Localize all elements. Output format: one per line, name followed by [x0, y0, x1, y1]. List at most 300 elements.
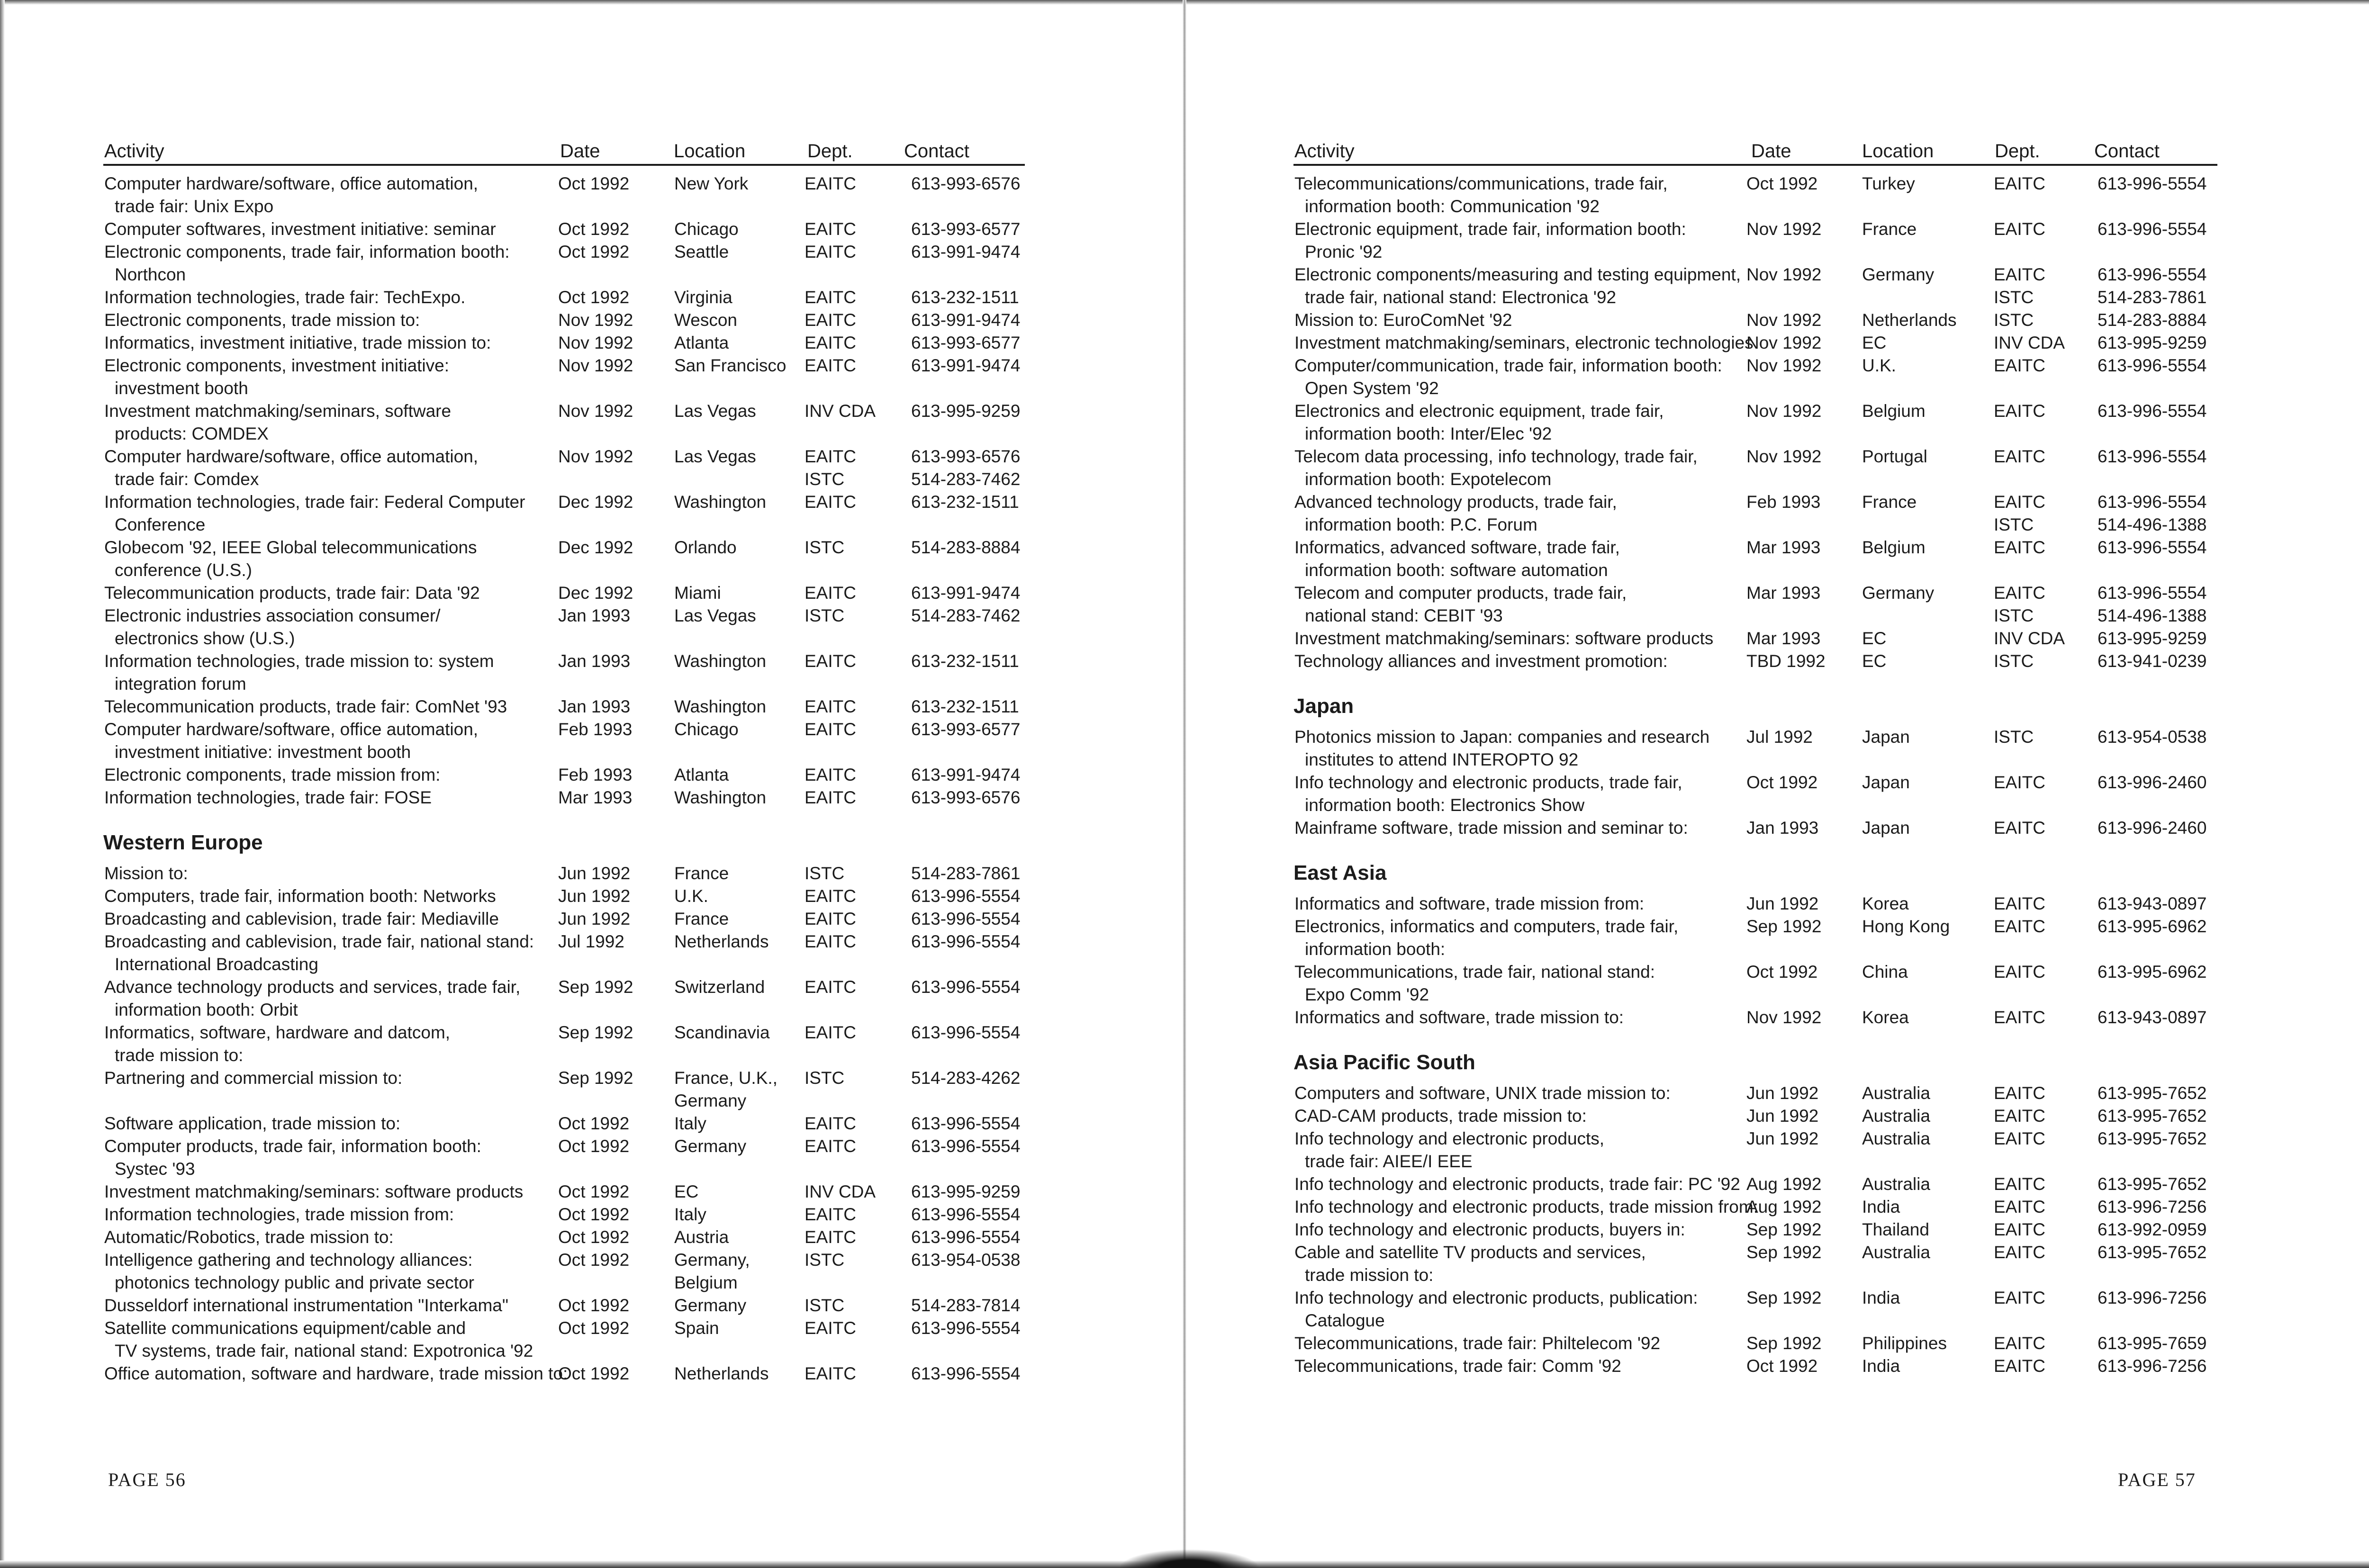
cell-date: Feb 1993 — [1746, 492, 1821, 512]
cell-date: Oct 1992 — [558, 1182, 630, 1201]
table-row-continuation — [103, 999, 1025, 1021]
cell-location: Seattle — [674, 242, 729, 261]
cell-location: Virginia — [674, 288, 732, 307]
table-row — [103, 332, 1025, 354]
table-row — [103, 930, 1025, 953]
cell-location: EC — [674, 1182, 699, 1201]
cell-location: Washington — [674, 492, 767, 512]
cell-contact: 613-991-9474 — [911, 242, 1021, 261]
right-table — [1293, 132, 2217, 1378]
cell-activity: Info technology and electronic products, trade mission from: — [1294, 1197, 1758, 1217]
cell-date: Jun 1992 — [558, 886, 631, 906]
cell-date: Nov 1992 — [1746, 265, 1822, 284]
table-row-continuation — [1293, 241, 2217, 263]
cell-dept: ISTC — [805, 1250, 845, 1270]
left-rows — [103, 172, 1025, 1385]
cell-dept: ISTC — [805, 606, 845, 625]
cell-activity: electronics show (U.S.) — [115, 629, 295, 648]
cell-dept: ISTC — [1994, 606, 2034, 625]
cell-contact: 613-996-5554 — [2098, 356, 2207, 375]
cell-dept: EAITC — [1994, 1334, 2045, 1353]
cell-dept: EAITC — [805, 288, 856, 307]
cell-dept: EAITC — [1994, 265, 2045, 284]
cell-date: Oct 1992 — [558, 1364, 630, 1383]
cell-date: Nov 1992 — [1746, 356, 1822, 375]
table-row — [103, 286, 1025, 309]
cell-date: Oct 1992 — [558, 288, 630, 307]
cell-dept: EAITC — [1994, 1288, 2045, 1307]
cell-dept: EAITC — [805, 697, 856, 716]
cell-contact: 613-996-5554 — [911, 977, 1021, 997]
cell-dept: EAITC — [805, 242, 856, 261]
table-row-continuation — [103, 263, 1025, 286]
cell-activity: Satellite communications equipment/cable and — [104, 1318, 466, 1338]
table-row — [103, 1067, 1025, 1090]
cell-location: EC — [1862, 651, 1887, 671]
cell-dept: EAITC — [805, 765, 856, 784]
table-row — [103, 1112, 1025, 1135]
table-row — [1293, 1332, 2217, 1355]
table-row — [1293, 218, 2217, 241]
table-row-continuation — [103, 468, 1025, 491]
table-row — [103, 491, 1025, 514]
table-row-continuation — [103, 377, 1025, 400]
cell-dept: ISTC — [1994, 651, 2034, 671]
cell-date: Sep 1992 — [1746, 1220, 1822, 1239]
cell-date: Nov 1992 — [558, 401, 633, 421]
cell-contact: 613-995-9259 — [2098, 333, 2207, 352]
cell-activity: Electronic components, trade mission from: — [104, 765, 441, 784]
header-activity: Activity — [1294, 141, 1355, 162]
cell-dept: EAITC — [805, 651, 856, 671]
cell-contact: 613-991-9474 — [911, 310, 1021, 330]
cell-date: Nov 1992 — [1746, 1008, 1822, 1027]
header-location: Location — [674, 141, 746, 162]
page-left — [0, 0, 1184, 1568]
cell-date: Mar 1993 — [1746, 583, 1821, 603]
section-heading: Western Europe — [103, 831, 263, 854]
table-row — [103, 1021, 1025, 1044]
table-row-continuation — [103, 1340, 1025, 1362]
table-row-continuation — [103, 514, 1025, 536]
cell-location: Italy — [674, 1205, 706, 1224]
cell-date: Jun 1992 — [558, 909, 631, 928]
table-row-continuation — [1293, 1150, 2217, 1173]
table-row — [103, 695, 1025, 718]
table-row — [103, 718, 1025, 741]
cell-activity: Telecommunications/communications, trade fair, — [1294, 174, 1668, 193]
cell-dept: ISTC — [805, 1068, 845, 1088]
table-row — [1293, 1173, 2217, 1196]
cell-contact: 613-995-6962 — [2098, 962, 2207, 982]
table-row-continuation — [103, 423, 1025, 445]
cell-date: Jan 1993 — [558, 697, 631, 716]
cell-location: Las Vegas — [674, 401, 756, 421]
cell-activity: Informatics and software, trade mission to: — [1294, 1008, 1624, 1027]
cell-contact: 613-996-2460 — [2098, 773, 2207, 792]
table-row — [103, 976, 1025, 999]
cell-contact: 613-996-5554 — [2098, 265, 2207, 284]
cell-date: Oct 1992 — [558, 1205, 630, 1224]
cell-date: Oct 1992 — [558, 1114, 630, 1133]
cell-contact: 613-232-1511 — [911, 697, 1019, 716]
cell-location: France — [1862, 492, 1917, 512]
cell-location: Las Vegas — [674, 606, 756, 625]
cell-date: Dec 1992 — [558, 538, 633, 557]
cell-contact: 514-283-7462 — [911, 606, 1021, 625]
cell-activity: Investment matchmaking/seminars, electronic technologies — [1294, 333, 1754, 352]
cell-dept: EAITC — [805, 333, 856, 352]
cell-activity: Mission to: — [104, 864, 188, 883]
cell-dept: EAITC — [1994, 1356, 2045, 1376]
cell-activity: Information technologies, trade mission to: system — [104, 651, 494, 671]
cell-contact: 613-995-9259 — [911, 401, 1021, 421]
cell-contact: 514-283-7861 — [911, 864, 1021, 883]
cell-activity: Electronic industries association consumer/ — [104, 606, 441, 625]
table-row — [103, 1294, 1025, 1317]
cell-activity: Advance technology products and services, trade fair, — [104, 977, 521, 997]
cell-activity: Telecommunication products, trade fair: ComNet '93 — [104, 697, 507, 716]
cell-activity: Partnering and commercial mission to: — [104, 1068, 403, 1088]
cell-activity: Info technology and electronic products, — [1294, 1129, 1605, 1148]
cell-activity: International Broadcasting — [115, 955, 318, 974]
cell-activity: Computer/communication, trade fair, information booth: — [1294, 356, 1722, 375]
cell-activity: national stand: CEBIT '93 — [1305, 606, 1503, 625]
cell-activity: Electronic components, trade fair, information booth: — [104, 242, 510, 261]
cell-contact: 514-283-7462 — [911, 469, 1021, 489]
header-location: Location — [1862, 141, 1934, 162]
cell-activity: Expo Comm '92 — [1305, 985, 1429, 1004]
cell-dept: EAITC — [1994, 1083, 2045, 1103]
cell-location: India — [1862, 1197, 1900, 1217]
cell-dept: EAITC — [1994, 818, 2045, 838]
cell-contact: 613-996-5554 — [911, 1205, 1021, 1224]
cell-activity: Conference — [115, 515, 206, 534]
cell-location: France — [674, 864, 729, 883]
cell-activity: Computer softwares, investment initiative: seminar — [104, 219, 496, 239]
table-row — [103, 1135, 1025, 1158]
cell-location: Germany — [674, 1091, 747, 1110]
table-row — [1293, 892, 2217, 915]
cell-dept: ISTC — [805, 1296, 845, 1315]
cell-activity: Info technology and electronic products, trade fair: PC '92 — [1294, 1174, 1740, 1194]
cell-date: Oct 1992 — [558, 1227, 630, 1247]
cell-activity: Informatics and software, trade mission from: — [1294, 894, 1645, 913]
cell-location: Washington — [674, 697, 767, 716]
table-row — [103, 241, 1025, 263]
cell-date: Jun 1992 — [558, 864, 631, 883]
cell-dept: EAITC — [805, 788, 856, 807]
table-row-continuation — [103, 673, 1025, 695]
table-row-continuation — [1293, 377, 2217, 400]
cell-dept: ISTC — [805, 864, 845, 883]
left-table — [103, 132, 1025, 1385]
cell-contact: 613-993-6577 — [911, 219, 1021, 239]
table-row — [103, 1249, 1025, 1271]
cell-contact: 613-996-7256 — [2098, 1197, 2207, 1217]
cell-dept: EAITC — [1994, 1197, 2045, 1217]
cell-date: Nov 1992 — [558, 356, 633, 375]
table-row — [1293, 726, 2217, 748]
cell-activity: Electronics, informatics and computers, trade fair, — [1294, 917, 1679, 936]
cell-dept: EAITC — [1994, 1008, 2045, 1027]
cell-location: Australia — [1862, 1174, 1930, 1194]
cell-date: Oct 1992 — [1746, 1356, 1818, 1376]
cell-activity: Information technologies, trade fair: Federal Computer — [104, 492, 525, 512]
table-row — [1293, 536, 2217, 559]
table-row-continuation — [1293, 468, 2217, 491]
cell-date: Oct 1992 — [1746, 174, 1818, 193]
table-row — [103, 604, 1025, 627]
cell-contact: 613-943-0897 — [2098, 1008, 2207, 1027]
cell-dept: EAITC — [805, 1205, 856, 1224]
table-row — [1293, 445, 2217, 468]
cell-contact: 613-996-7256 — [2098, 1356, 2207, 1376]
section-heading: Japan — [1293, 694, 1354, 718]
cell-location: Japan — [1862, 818, 1910, 838]
cell-contact: 613-991-9474 — [911, 356, 1021, 375]
table-row-continuation — [103, 627, 1025, 650]
cell-activity: integration forum — [115, 674, 246, 694]
cell-activity: information booth: software automation — [1305, 560, 1608, 580]
cell-activity: trade mission to: — [115, 1045, 244, 1065]
cell-location: Netherlands — [674, 1364, 769, 1383]
cell-dept: EAITC — [1994, 1220, 2045, 1239]
cell-activity: information booth: Expotelecom — [1305, 469, 1552, 489]
cell-date: Oct 1992 — [558, 242, 630, 261]
cell-activity: Computers and software, UNIX trade mission to: — [1294, 1083, 1671, 1103]
cell-date: Nov 1992 — [558, 447, 633, 466]
cell-location: Korea — [1862, 1008, 1909, 1027]
cell-activity: Intelligence gathering and technology alliances: — [104, 1250, 473, 1270]
table-row — [1293, 354, 2217, 377]
cell-dept: EAITC — [1994, 917, 2045, 936]
cell-date: Sep 1992 — [558, 1068, 633, 1088]
cell-date: Nov 1992 — [1746, 401, 1822, 421]
cell-date: Jun 1992 — [1746, 1083, 1819, 1103]
table-row — [103, 1317, 1025, 1340]
cell-activity: Info technology and electronic products, publication: — [1294, 1288, 1698, 1307]
cell-contact: 613-995-7652 — [2098, 1129, 2207, 1148]
table-row — [103, 1203, 1025, 1226]
table-row — [1293, 1105, 2217, 1127]
cell-date: Nov 1992 — [1746, 310, 1822, 330]
cell-contact: 613-993-6576 — [911, 447, 1021, 466]
cell-contact: 613-996-5554 — [2098, 447, 2207, 466]
cell-activity: Informatics, investment initiative, trade mission to: — [104, 333, 491, 352]
table-row-continuation — [1293, 1309, 2217, 1332]
table-row — [1293, 263, 2217, 286]
cell-location: Korea — [1862, 894, 1909, 913]
cell-contact: 613-996-5554 — [911, 909, 1021, 928]
cell-contact: 613-996-5554 — [911, 1136, 1021, 1156]
cell-date: Oct 1992 — [558, 1318, 630, 1338]
cell-dept: EAITC — [805, 310, 856, 330]
cell-activity: Telecommunications, trade fair, national stand: — [1294, 962, 1655, 982]
cell-activity: conference (U.S.) — [115, 560, 252, 580]
cell-activity: Advanced technology products, trade fair, — [1294, 492, 1617, 512]
cell-location: France — [1862, 219, 1917, 239]
cell-activity: Photonics mission to Japan: companies and research — [1294, 727, 1710, 747]
cell-activity: Mission to: EuroComNet '92 — [1294, 310, 1512, 330]
cell-dept: EAITC — [805, 932, 856, 951]
cell-contact: 514-496-1388 — [2098, 515, 2207, 534]
cell-dept: EAITC — [1994, 538, 2045, 557]
cell-location: Austria — [674, 1227, 729, 1247]
cell-location: Washington — [674, 651, 767, 671]
cell-contact: 514-283-7861 — [2098, 288, 2207, 307]
header-activity: Activity — [104, 141, 164, 162]
page-number-left: PAGE 56 — [108, 1469, 186, 1490]
table-row — [1293, 491, 2217, 514]
cell-dept: ISTC — [1994, 310, 2034, 330]
table-row-continuation — [1293, 1264, 2217, 1287]
cell-date: Sep 1992 — [1746, 1334, 1822, 1353]
cell-activity: Investment matchmaking/seminars: software products — [104, 1182, 524, 1201]
cell-activity: trade fair: Unix Expo — [115, 197, 274, 216]
cell-contact: 613-996-5554 — [911, 1227, 1021, 1247]
cell-contact: 613-996-5554 — [2098, 538, 2207, 557]
cell-contact: 613-996-5554 — [911, 886, 1021, 906]
table-row — [1293, 332, 2217, 354]
cell-date: Aug 1992 — [1746, 1197, 1822, 1217]
table-row — [103, 218, 1025, 241]
cell-contact: 613-991-9474 — [911, 765, 1021, 784]
cell-activity: Info technology and electronic products, buyers in: — [1294, 1220, 1685, 1239]
cell-dept: EAITC — [805, 909, 856, 928]
cell-date: Oct 1992 — [558, 1136, 630, 1156]
right-rows — [1293, 172, 2217, 1378]
cell-activity: Open System '92 — [1305, 378, 1439, 398]
cell-date: Nov 1992 — [1746, 219, 1822, 239]
table-row — [103, 445, 1025, 468]
table-row — [103, 172, 1025, 195]
cell-activity: information booth: — [1305, 939, 1446, 959]
cell-activity: Broadcasting and cablevision, trade fair: Mediaville — [104, 909, 499, 928]
cell-date: Sep 1992 — [558, 1023, 633, 1042]
cell-contact: 613-995-6962 — [2098, 917, 2207, 936]
cell-contact: 613-995-7652 — [2098, 1174, 2207, 1194]
cell-date: Jun 1992 — [1746, 894, 1819, 913]
cell-location: Las Vegas — [674, 447, 756, 466]
cell-contact: 613-995-7652 — [2098, 1083, 2207, 1103]
cell-activity: Automatic/Robotics, trade mission to: — [104, 1227, 394, 1247]
cell-date: Nov 1992 — [558, 333, 633, 352]
cell-date: Mar 1993 — [558, 788, 633, 807]
table-row — [1293, 1287, 2217, 1309]
cell-date: Dec 1992 — [558, 492, 633, 512]
cell-date: Jul 1992 — [1746, 727, 1813, 747]
cell-contact: 613-995-7659 — [2098, 1334, 2207, 1353]
cell-activity: photonics technology public and private sector — [115, 1273, 474, 1292]
cell-location: China — [1862, 962, 1908, 982]
cell-contact: 514-283-4262 — [911, 1068, 1021, 1088]
cell-date: Sep 1992 — [558, 977, 633, 997]
cell-date: Mar 1993 — [1746, 538, 1821, 557]
cell-contact: 514-283-8884 — [911, 538, 1021, 557]
cell-contact: 613-232-1511 — [911, 288, 1019, 307]
table-row — [103, 1181, 1025, 1203]
cell-dept: INV CDA — [1994, 629, 2065, 648]
cell-dept: EAITC — [1994, 962, 2045, 982]
cell-location: Germany — [674, 1296, 747, 1315]
cell-location: Thailand — [1862, 1220, 1929, 1239]
cell-location: Philippines — [1862, 1334, 1947, 1353]
cell-contact: 613-996-5554 — [911, 1364, 1021, 1383]
cell-location: India — [1862, 1356, 1900, 1376]
cell-location: Miami — [674, 583, 721, 603]
cell-contact: 613-943-0897 — [2098, 894, 2207, 913]
cell-activity: Office automation, software and hardware, trade mission to: — [104, 1364, 568, 1383]
cell-activity: Technology alliances and investment promotion: — [1294, 651, 1668, 671]
table-row — [103, 862, 1025, 885]
table-row — [1293, 961, 2217, 983]
cell-location: EC — [1862, 629, 1887, 648]
table-row — [103, 536, 1025, 559]
cell-activity: Investment matchmaking/seminars: software products — [1294, 629, 1714, 648]
cell-location: Australia — [1862, 1243, 1930, 1262]
header-dept: Dept. — [1995, 141, 2040, 162]
cell-contact: 613-996-5554 — [911, 1023, 1021, 1042]
table-row — [1293, 1006, 2217, 1029]
cell-location: Belgium — [674, 1273, 738, 1292]
cell-date: Jan 1993 — [558, 606, 631, 625]
cell-activity: Software application, trade mission to: — [104, 1114, 401, 1133]
cell-activity: CAD-CAM products, trade mission to: — [1294, 1106, 1587, 1126]
cell-location: Japan — [1862, 773, 1910, 792]
cell-location: Australia — [1862, 1106, 1930, 1126]
cell-location: India — [1862, 1288, 1900, 1307]
cell-location: Chicago — [674, 219, 739, 239]
cell-location: Germany, — [674, 1250, 750, 1270]
cell-activity: information booth: Orbit — [115, 1000, 298, 1019]
cell-activity: Computer hardware/software, office automation, — [104, 174, 479, 193]
cell-activity: Electronics and electronic equipment, trade fair, — [1294, 401, 1664, 421]
table-row — [103, 1362, 1025, 1385]
table-row — [1293, 1218, 2217, 1241]
cell-dept: EAITC — [1994, 1129, 2045, 1148]
cell-location: Orlando — [674, 538, 737, 557]
cell-activity: Information technologies, trade fair: TechExpo. — [104, 288, 466, 307]
table-row — [103, 764, 1025, 786]
cell-date: Nov 1992 — [558, 310, 633, 330]
cell-dept: ISTC — [1994, 288, 2034, 307]
cell-activity: trade mission to: — [1305, 1265, 1434, 1285]
cell-activity: Informatics, software, hardware and datcom, — [104, 1023, 451, 1042]
cell-dept: EAITC — [1994, 773, 2045, 792]
cell-activity: Catalogue — [1305, 1311, 1385, 1330]
cell-location: Germany — [1862, 265, 1935, 284]
cell-activity: Northcon — [115, 265, 186, 284]
cell-date: Nov 1992 — [1746, 447, 1822, 466]
cell-activity: products: COMDEX — [115, 424, 269, 443]
cell-activity: trade fair, national stand: Electronica '92 — [1305, 288, 1617, 307]
table-row-continuation — [1293, 286, 2217, 309]
table-row-continuation — [103, 195, 1025, 218]
cell-activity: Computer hardware/software, office automation, — [104, 447, 479, 466]
table-row-continuation — [1293, 195, 2217, 218]
cell-location: Washington — [674, 788, 767, 807]
cell-contact: 613-996-5554 — [2098, 219, 2207, 239]
cell-activity: Broadcasting and cablevision, trade fair, national stand: — [104, 932, 534, 951]
cell-activity: Cable and satellite TV products and services, — [1294, 1243, 1646, 1262]
left-table-header — [103, 132, 1025, 166]
cell-dept: INV CDA — [1994, 333, 2065, 352]
table-row — [103, 582, 1025, 604]
cell-location: San Francisco — [674, 356, 787, 375]
page-number-right: PAGE 57 — [2118, 1469, 2196, 1490]
cell-dept: EAITC — [1994, 1243, 2045, 1262]
